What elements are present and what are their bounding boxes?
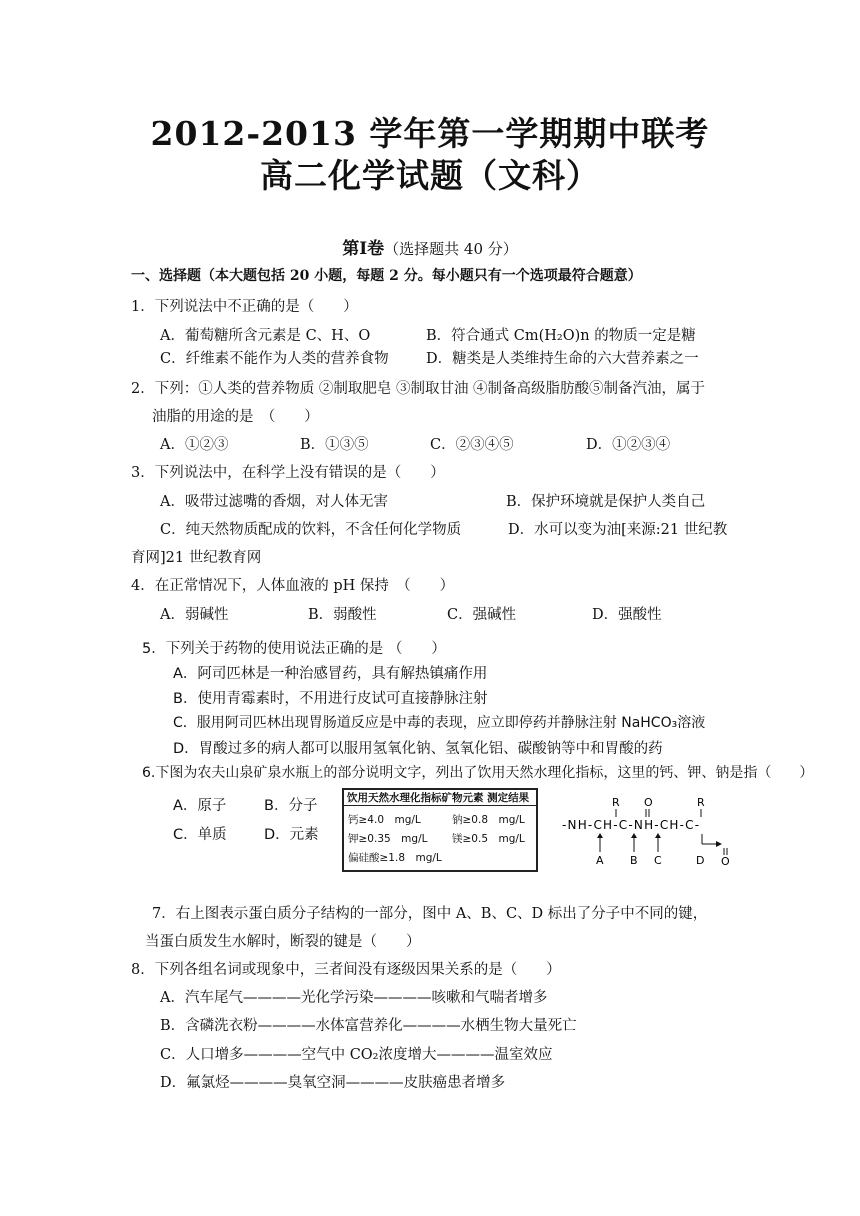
q8-option-b: B．含磷洗衣粉————水体富营养化————水栖生物大量死亡 — [160, 1018, 577, 1034]
q2-stem-line1: 2．下列：①人类的营养物质 ②制取肥皂 ③制取甘油 ④制备高级脂肪酸⑤制备汽油，属于 — [131, 381, 706, 397]
mineral-table — [342, 788, 538, 872]
part-heading — [0, 234, 860, 259]
q5-option-b: B．使用青霉素时，不用进行皮试可直接静脉注射 — [173, 691, 488, 707]
q8-option-a: A．汽车尾气————光化学污染————咳嗽和气喘者增多 — [160, 990, 548, 1006]
q3-option-b: B．保护环境就是保护人类自己 — [506, 494, 706, 510]
q2-option-b: B．①③⑤ — [300, 437, 369, 453]
part-label: 第Ⅰ卷 — [342, 239, 385, 259]
q2-option-d: D．①②③④ — [586, 437, 671, 453]
q3-option-c: C．纯天然物质配成的饮料，不含任何化学物质 — [160, 522, 462, 538]
q6-option-a: A．原子 — [173, 798, 227, 814]
bond-label-d: D — [696, 854, 705, 867]
q3-option-d-continued: 育网]21 世纪教育网 — [131, 550, 262, 566]
exam-subtitle: 高二化学试题（文科） — [260, 156, 600, 195]
section-heading: 一、选择题（本大题包括 20 小题，每题 2 分。每小题只有一个选项最符合题意） — [131, 268, 642, 284]
q5-option-d: D．胃酸过多的病人都可以服用氢氧化钠、氢氧化铝、碳酸钠等中和胃酸的药 — [173, 741, 663, 757]
q7-stem-line2: 当蛋白质发生水解时，断裂的键是（ ） — [145, 934, 421, 950]
q6-option-d: D．元素 — [264, 827, 319, 843]
q2-option-c: C．②③④⑤ — [430, 437, 514, 453]
bond-label-a: A — [596, 854, 604, 867]
exam-title: 2012-2013 学年第一学期期中联考 — [150, 114, 710, 153]
bond-label-c: C — [654, 854, 662, 867]
mineral-metasilicic-acid: 偏硅酸≥1.8 mg/L — [348, 852, 442, 864]
q4-option-a: A．弱碱性 — [160, 607, 229, 623]
carbonyl-oxygen-top: O — [644, 796, 653, 809]
q1-option-b: B．符合通式 Cm(H₂O)n 的物质一定是糖 — [426, 328, 696, 344]
q1-stem: 1．下列说法中不正确的是（ ） — [131, 299, 358, 315]
q4-stem: 4．在正常情况下，人体血液的 pH 保持 （ ） — [131, 578, 455, 594]
mineral-potassium: 钾≥0.35 mg/L — [348, 833, 428, 845]
q6-option-b: B．分子 — [264, 798, 318, 814]
mineral-magnesium: 镁≥0.5 mg/L — [452, 833, 525, 845]
q8-option-c: C．人口增多————空气中 CO₂浓度增大————温室效应 — [160, 1047, 553, 1063]
peptide-chain: -NH-CH-C-NH-CH-C- — [562, 818, 701, 832]
q3-stem: 3．下列说法中，在科学上没有错误的是（ ） — [131, 465, 445, 481]
q6-stem: 6.下图为农夫山泉矿泉水瓶上的部分说明文字，列出了饮用天然水理化指标，这里的钙、钾、钠是指（ ） — [142, 765, 814, 781]
q2-option-a: A．①②③ — [160, 437, 229, 453]
q1-option-d: D．糖类是人类维持生命的六大营养素之一 — [426, 351, 699, 367]
q1-option-a: A．葡萄糖所含元素是 C、H、O — [160, 328, 371, 344]
q4-option-b: B．弱酸性 — [308, 607, 377, 623]
q1-option-c: C．纤维素不能作为人类的营养食物 — [160, 351, 389, 367]
q5-option-c: C．服用阿司匹林出现胃肠道反应是中毒的表现，应立即停药并静脉注射 NaHCO₃溶液 — [173, 715, 706, 731]
q7-stem-line1: 7．右上图表示蛋白质分子结构的一部分，图中 A、B、C、D 标出了分子中不同的键， — [152, 906, 708, 922]
part-note: （选择题共 40 分） — [384, 240, 518, 258]
q5-option-a: A．阿司匹林是一种治感冒药，具有解热镇痛作用 — [173, 666, 488, 682]
mineral-table-header: 饮用天然水理化指标矿物元素 测定结果 — [344, 790, 536, 806]
q8-option-d: D．氟氯烃————臭氧空洞————皮肤癌患者增多 — [160, 1075, 506, 1091]
q8-stem: 8．下列各组名词或现象中，三者间没有逐级因果关系的是（ ） — [131, 962, 561, 978]
r-group-2: R — [697, 796, 705, 809]
q3-option-a: A．吸带过滤嘴的香烟，对人体无害 — [160, 494, 388, 510]
q2-stem-line2: 油脂的用途的是 （ ） — [152, 409, 319, 425]
carbonyl-oxygen-bottom: O — [721, 855, 730, 868]
q6-option-c: C．单质 — [173, 827, 227, 843]
q3-option-d: D．水可以变为油[来源:21 世纪教 — [508, 522, 728, 538]
bond-label-b: B — [630, 854, 638, 867]
r-group-1: R — [612, 796, 620, 809]
q4-option-c: C．强碱性 — [447, 607, 517, 623]
q4-option-d: D．强酸性 — [592, 607, 662, 623]
mineral-calcium: 钙≥4.0 mg/L — [348, 814, 421, 826]
q5-stem: 5．下列关于药物的使用说法正确的是 （ ） — [142, 641, 446, 657]
protein-structure-diagram — [560, 792, 760, 868]
mineral-sodium: 钠≥0.8 mg/L — [452, 814, 525, 826]
